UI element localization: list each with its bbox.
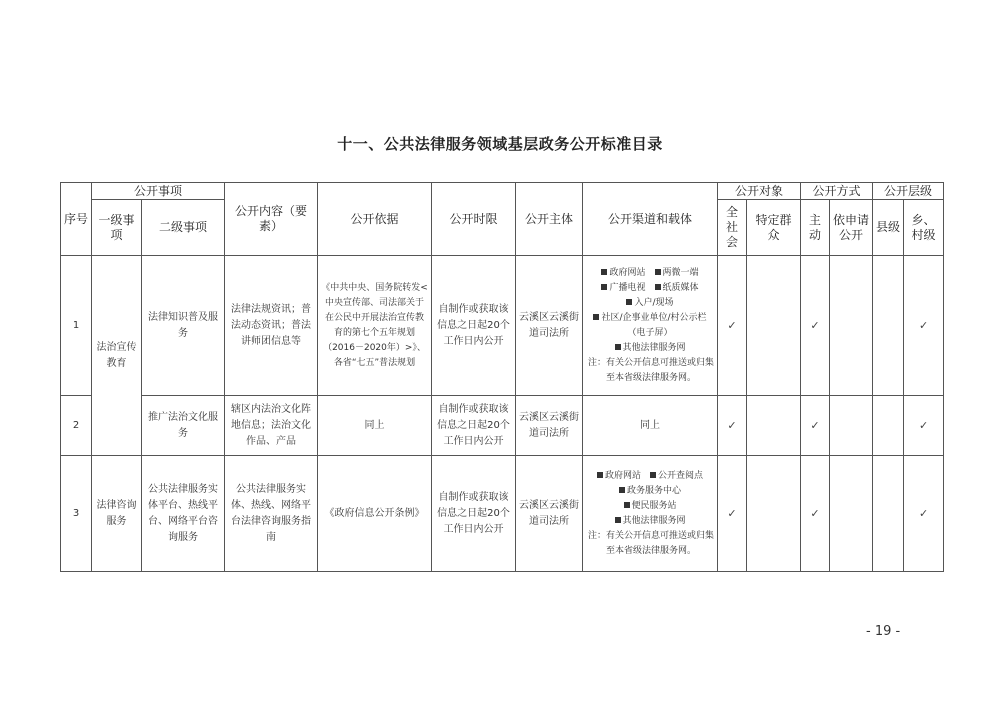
checkbox-square-icon [601,269,607,275]
header-basis: 公开依据 [318,183,432,256]
row-subject: 云溪区云溪街道司法所 [516,456,583,572]
row-channels [583,456,718,572]
header-level2: 二级事项 [142,200,225,256]
header-level1: 一级事项 [92,200,142,256]
check-mark-icon: ✓ [904,256,944,396]
channel-line: 社区/企事业单位/村公示栏（电子屏） [586,311,714,341]
header-method-active: 主动 [801,200,830,256]
channel-line: 政府网站 公开查阅点 [586,469,714,484]
row-level1: 法治宣传教育 [92,256,142,456]
row-level2: 公共法律服务实体平台、热线平台、网络平台咨询服务 [142,456,225,572]
row-subject: 云溪区云溪街道司法所 [516,396,583,456]
header-tier: 公开层级 [873,183,944,200]
check-mark-icon: ✓ [718,256,747,396]
empty-cell [747,396,801,456]
checkbox-square-icon [593,314,599,320]
empty-cell [830,456,873,572]
channel-line: 政务服务中心 [586,484,714,499]
row-deadline: 自制作或获取该信息之日起20个工作日内公开 [432,396,516,456]
row-deadline: 自制作或获取该信息之日起20个工作日内公开 [432,256,516,396]
row-channels [583,256,718,396]
checkbox-square-icon [655,284,661,290]
empty-cell [747,456,801,572]
header-method: 公开方式 [801,183,873,200]
empty-cell [830,396,873,456]
channel-note: 注：有关公开信息可推送或归集至本省级法律服务网。 [588,357,715,383]
check-mark-icon: ✓ [718,456,747,572]
channel-line: 便民服务站 [586,499,714,514]
row-basis: 《中共中央、国务院转发<中央宣传部、司法部关于在公民中开展法治宣传教育的第七个五年规划（2016－2020年）>》、各省“七五”普法规划 [318,256,432,396]
checkbox-square-icon [597,472,603,478]
empty-cell [873,456,904,572]
check-mark-icon: ✓ [904,456,944,572]
table-row [61,256,944,396]
channel-line: 入户/现场 [586,296,714,311]
header-target-specific: 特定群众 [747,200,801,256]
header-items: 公开事项 [92,183,225,200]
row-deadline: 自制作或获取该信息之日起20个工作日内公开 [432,456,516,572]
check-mark-icon: ✓ [801,256,830,396]
header-target: 公开对象 [718,183,801,200]
header-seq: 序号 [61,183,92,256]
row-level1: 法律咨询服务 [92,456,142,572]
empty-cell [873,256,904,396]
row-level2: 推广法治文化服务 [142,396,225,456]
row-content: 法律法规资讯；普法动态资讯；普法讲师团信息等 [225,256,318,396]
check-mark-icon: ✓ [801,396,830,456]
channel-line: 其他法律服务网 [586,341,714,356]
empty-cell [830,256,873,396]
row-channels: 同上 [583,396,718,456]
check-mark-icon: ✓ [801,456,830,572]
header-method-request: 依申请公开 [830,200,873,256]
header-subject: 公开主体 [516,183,583,256]
empty-cell [747,256,801,396]
page-number: - 19 - [866,624,901,639]
row-content: 辖区内法治文化阵地信息；法治文化作品、产品 [225,396,318,456]
check-mark-icon: ✓ [718,396,747,456]
checkbox-square-icon [624,502,630,508]
checkbox-square-icon [615,344,621,350]
checkbox-square-icon [615,517,621,523]
table-row [61,396,944,456]
row-basis: 同上 [318,396,432,456]
empty-cell [873,396,904,456]
channel-note: 注：有关公开信息可推送或归集至本省级法律服务网。 [588,530,715,556]
row-content: 公共法律服务实体、热线、网络平台法律咨询服务指南 [225,456,318,572]
checkbox-square-icon [626,299,632,305]
checkbox-square-icon [601,284,607,290]
checkbox-square-icon [619,487,625,493]
row-seq: 2 [61,396,92,456]
row-seq: 3 [61,456,92,572]
header-target-all: 全社会 [718,200,747,256]
channel-line: 广播电视 纸质媒体 [586,281,714,296]
check-mark-icon: ✓ [904,396,944,456]
row-subject: 云溪区云溪街道司法所 [516,256,583,396]
channel-line: 政府网站 两微一端 [586,266,714,281]
header-tier-town: 乡、村级 [904,200,944,256]
checkbox-square-icon [655,269,661,275]
header-deadline: 公开时限 [432,183,516,256]
header-content: 公开内容（要素） [225,183,318,256]
row-level2: 法律知识普及服务 [142,256,225,396]
header-tier-county: 县级 [873,200,904,256]
disclosure-catalog-table [60,182,944,572]
header-channel: 公开渠道和载体 [583,183,718,256]
row-basis: 《政府信息公开条例》 [318,456,432,572]
table-row [61,456,944,572]
row-seq: 1 [61,256,92,396]
checkbox-square-icon [650,472,656,478]
channel-line: 其他法律服务网 [586,514,714,529]
page-title: 十一、公共法律服务领域基层政务公开标准目录 [337,135,663,153]
